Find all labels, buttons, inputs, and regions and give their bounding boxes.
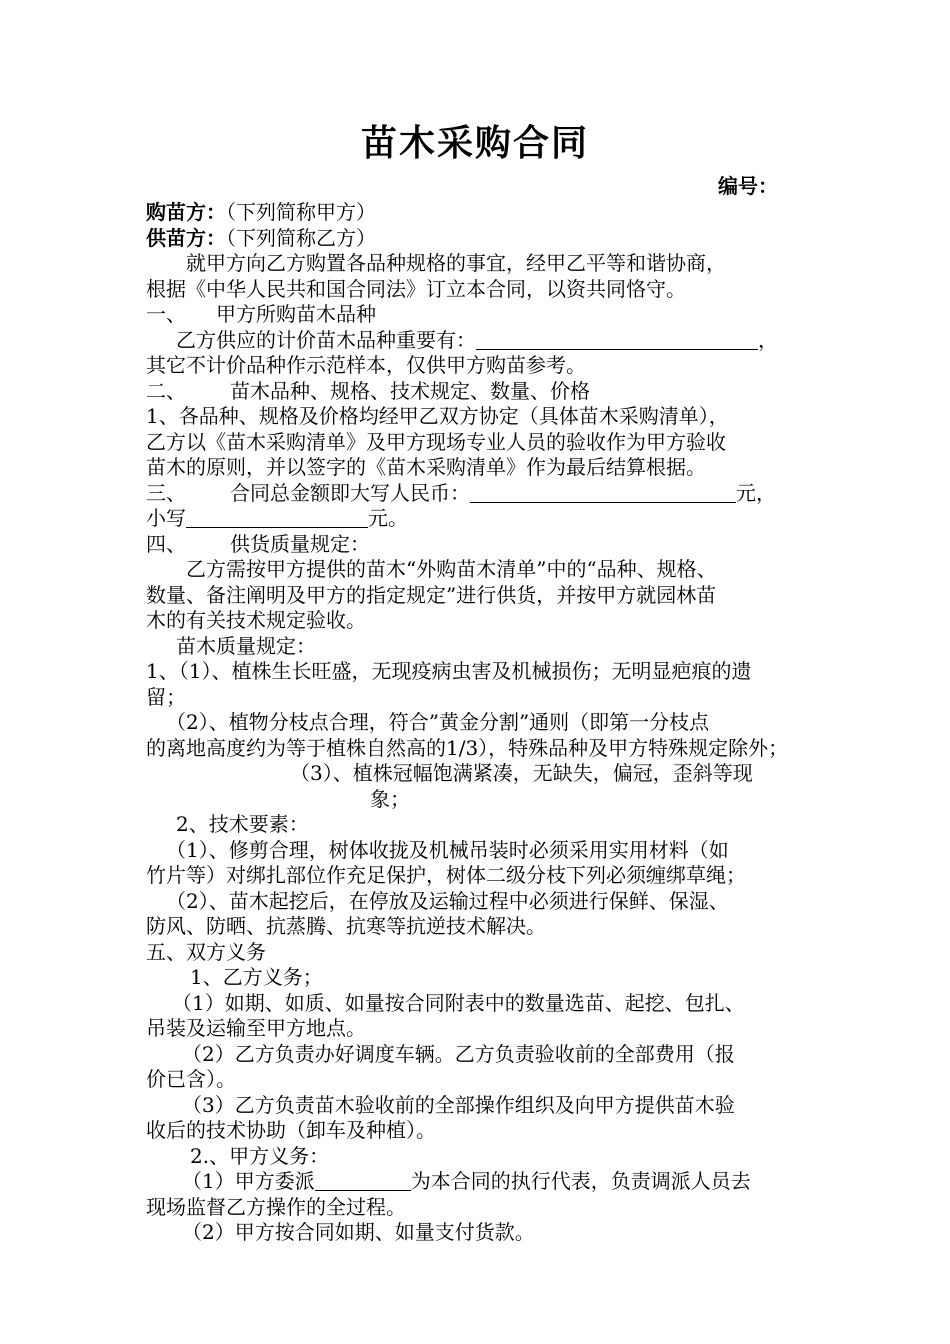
section-title: 供货质量规定： — [230, 531, 370, 556]
section-heading-3 — [146, 481, 826, 507]
line-text: （1）甲方委派 — [182, 1169, 315, 1193]
section-number: 四、 — [146, 531, 186, 556]
buyer-label: 购苗方： — [146, 200, 226, 224]
paragraph-line: 的离地高度约为等于植株自然高的1/3），特殊品种及甲方特殊规定除外； — [146, 735, 789, 760]
line-text: ， — [758, 327, 778, 352]
paragraph-line: （3）、植株冠幅饱满紧凑，无缺失，偏冠，歪斜等现 — [290, 761, 753, 785]
line-text: 元， — [736, 480, 776, 505]
paragraph-line: 就甲方向乙方购置各品种规格的事宜，经甲乙平等和谐协商， — [186, 251, 726, 275]
paragraph-line: （2）甲方按合同如期、如量支付货款。 — [182, 1220, 535, 1244]
paragraph-line: （2）、植物分枝点合理，符合”黄金分割”通则（即第一分枝点 — [166, 710, 710, 734]
section-heading-5: 五、双方义务 — [146, 939, 266, 964]
section-title: 苗木品种、规格、技术规定、数量、价格 — [230, 378, 590, 403]
section-number: 一、 — [146, 302, 186, 326]
section-title: 合同总金额即大写人民币： — [230, 480, 470, 505]
paragraph-line: 木的有关技术规定验收。 — [146, 608, 366, 632]
document-number-label: 编号： — [718, 174, 778, 198]
section-heading-4 — [146, 532, 826, 558]
paragraph-line: 象； — [370, 786, 410, 811]
buyer-line — [146, 200, 826, 226]
document-title: 苗木采购合同 — [360, 123, 589, 164]
paragraph-line: （1）、修剪合理，树体收拢及机械吊装时必须采用实用材料（如 — [166, 837, 729, 862]
paragraph-line: 现场监督乙方操作的全过程。 — [146, 1194, 406, 1219]
paragraph-line: 2、技术要素： — [176, 812, 309, 836]
paragraph-line: 根据《中华人民共和国合同法》订立本合同，以资共同恪守。 — [146, 276, 686, 301]
line-text: 小写 — [146, 506, 186, 530]
line-text: 为本合同的执行代表，负责调派人员去 — [410, 1169, 751, 1193]
representative-blank — [315, 1170, 411, 1191]
paragraph-line — [146, 328, 826, 354]
paragraph-line: 吊装及运输至甲方地点。 — [146, 1016, 366, 1040]
paragraph-line: （1）如期、如质、如量按合同附表中的数量选苗、起挖、包扎、 — [172, 990, 745, 1015]
section-number: 二、 — [146, 378, 186, 403]
amount-figures-blank — [186, 507, 368, 528]
paragraph-line: 1、各品种、规格及价格均经甲乙双方协定（具体苗木采购清单）， — [146, 404, 729, 428]
paragraph-line — [146, 1169, 826, 1195]
paragraph-line: 留； — [146, 684, 186, 709]
line-text: 元。 — [368, 506, 408, 530]
paragraph-line: 收后的技术协助（卸车及种植）。 — [146, 1118, 436, 1142]
line-text: 乙方供应的计价苗木品种重要有： — [176, 327, 476, 352]
paragraph-line: （3）乙方负责苗木验收前的全部操作组织及向甲方提供苗木验 — [182, 1092, 735, 1117]
paragraph-line: 2.、甲方义务： — [190, 1143, 330, 1168]
supplier-line — [146, 226, 826, 252]
paragraph-line: 防风、防晒、抗蒸腾、抗寒等抗逆技术解决。 — [146, 914, 546, 938]
paragraph-line: 1、乙方义务； — [190, 965, 323, 989]
contract-body — [146, 200, 826, 1246]
paragraph-line: 数量、备注阐明及甲方的指定规定”进行供货，并按甲方就园林苗 — [146, 582, 717, 607]
section-heading-2 — [146, 379, 826, 405]
paragraph-line: 竹片等）对绑扎部位作充足保护，树体二级分枝下列必须缠绑草绳； — [146, 863, 746, 887]
supplier-label: 供苗方： — [146, 225, 226, 250]
paragraph-line: （2）、苗木起挖后，在停放及运输过程中必须进行保鲜、保湿、 — [166, 888, 729, 913]
paragraph-line: 1、（1）、植株生长旺盛，无现疫病虫害及机械损伤；无明显疤痕的遗 — [146, 659, 752, 683]
paragraph-line: 其它不计价品种作示范样本，仅供甲方购苗参考。 — [146, 353, 586, 377]
section-heading-1 — [146, 302, 826, 328]
paragraph-line: 价已含）。 — [146, 1067, 236, 1091]
paragraph-line: 乙方需按甲方提供的苗木“外购苗木清单”中的“品种、规格、 — [186, 557, 717, 581]
paragraph-line — [146, 506, 826, 532]
paragraph-line: 苗木的原则，并以签字的《苗木采购清单》作为最后结算根据。 — [146, 455, 706, 479]
paragraph-line: （2）乙方负责办好调度车辆。乙方负责验收前的全部费用（报 — [182, 1041, 735, 1066]
section-number: 三、 — [146, 480, 186, 505]
amount-words-blank — [470, 482, 736, 503]
paragraph-line: 苗木质量规定： — [176, 633, 316, 658]
section-title: 甲方所购苗木品种 — [216, 302, 376, 326]
supplier-note: （下列简称乙方） — [226, 225, 376, 250]
varieties-blank — [476, 329, 758, 350]
paragraph-line: 乙方以《苗木采购清单》及甲方现场专业人员的验收作为甲方验收 — [146, 429, 726, 454]
buyer-note: （下列简称甲方） — [226, 200, 376, 224]
